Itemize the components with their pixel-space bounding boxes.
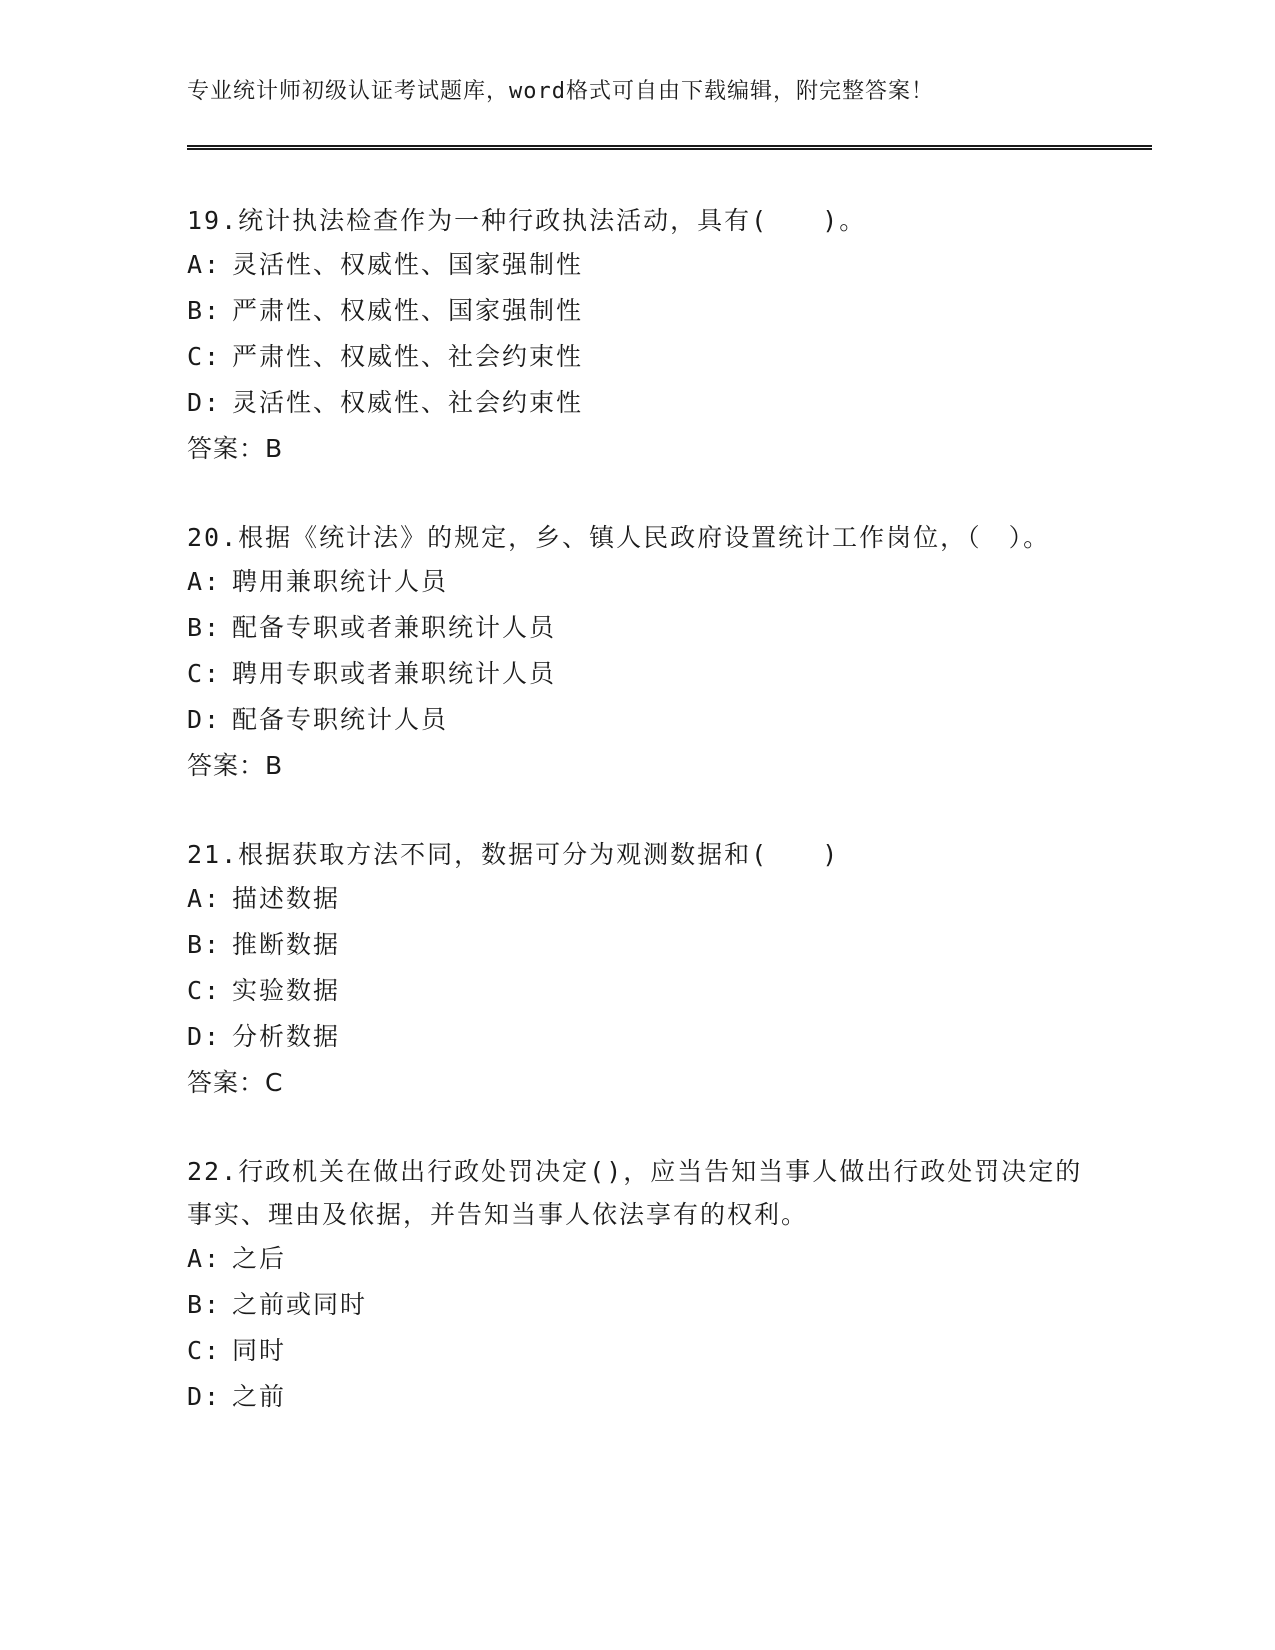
question-20 xyxy=(187,516,1087,789)
option-a xyxy=(187,242,1087,288)
option-key: D: xyxy=(187,388,222,417)
option-text: 实验数据 xyxy=(232,976,341,1005)
option-text: 配备专职或者兼职统计人员 xyxy=(232,613,557,642)
option-key: D: xyxy=(187,1022,222,1051)
option-a xyxy=(187,876,1087,922)
option-text: 之后 xyxy=(232,1244,287,1273)
option-text: 严肃性、权威性、国家强制性 xyxy=(232,296,584,325)
question-19 xyxy=(187,199,1087,472)
option-d xyxy=(187,1374,1087,1420)
question-text: 21.根据获取方法不同，数据可分为观测数据和( ) xyxy=(187,840,840,869)
option-key: A: xyxy=(187,567,222,596)
option-key: A: xyxy=(187,884,222,913)
option-c xyxy=(187,334,1087,380)
option-text: 灵活性、权威性、国家强制性 xyxy=(232,250,584,279)
question-21 xyxy=(187,833,1087,1106)
option-b xyxy=(187,922,1087,968)
option-b xyxy=(187,1282,1087,1328)
option-c xyxy=(187,968,1087,1014)
option-text: 配备专职统计人员 xyxy=(232,705,449,734)
option-a xyxy=(187,559,1087,605)
answer-line: 答案：B xyxy=(187,751,284,780)
option-c xyxy=(187,651,1087,697)
option-text: 同时 xyxy=(232,1336,287,1365)
option-d xyxy=(187,380,1087,426)
question-text: 22.行政机关在做出行政处罚决定()，应当告知当事人做出行政处罚决定的事实、理由及依据，并告知当事人依法享有的权利。 xyxy=(187,1157,1083,1229)
option-key: A: xyxy=(187,250,222,279)
option-text: 聘用兼职统计人员 xyxy=(232,567,449,596)
option-text: 之前 xyxy=(232,1382,287,1411)
option-text: 描述数据 xyxy=(232,884,341,913)
option-key: B: xyxy=(187,613,222,642)
option-key: D: xyxy=(187,1382,222,1411)
option-key: A: xyxy=(187,1244,222,1273)
option-b xyxy=(187,288,1087,334)
option-key: B: xyxy=(187,1290,222,1319)
page-header: 专业统计师初级认证考试题库，word格式可自由下载编辑，附完整答案！ xyxy=(187,79,934,104)
answer-line: 答案：B xyxy=(187,434,284,463)
option-text: 灵活性、权威性、社会约束性 xyxy=(232,388,584,417)
option-d xyxy=(187,1014,1087,1060)
option-b xyxy=(187,605,1087,651)
header-divider xyxy=(187,145,1152,150)
option-key: C: xyxy=(187,659,222,688)
question-22 xyxy=(187,1150,1087,1420)
option-text: 之前或同时 xyxy=(232,1290,368,1319)
question-list xyxy=(187,199,1087,1464)
option-text: 严肃性、权威性、社会约束性 xyxy=(232,342,584,371)
option-key: C: xyxy=(187,1336,222,1365)
question-text: 20.根据《统计法》的规定，乡、镇人民政府设置统计工作岗位，（ ）。 xyxy=(187,523,1051,552)
option-text: 分析数据 xyxy=(232,1022,341,1051)
option-a xyxy=(187,1236,1087,1282)
option-key: C: xyxy=(187,342,222,371)
option-text: 推断数据 xyxy=(232,930,341,959)
question-text: 19.统计执法检查作为一种行政执法活动，具有( )。 xyxy=(187,206,867,235)
option-c xyxy=(187,1328,1087,1374)
option-key: B: xyxy=(187,930,222,959)
option-d xyxy=(187,697,1087,743)
option-key: D: xyxy=(187,705,222,734)
option-key: B: xyxy=(187,296,222,325)
option-key: C: xyxy=(187,976,222,1005)
option-text: 聘用专职或者兼职统计人员 xyxy=(232,659,557,688)
answer-line: 答案：C xyxy=(187,1068,284,1097)
